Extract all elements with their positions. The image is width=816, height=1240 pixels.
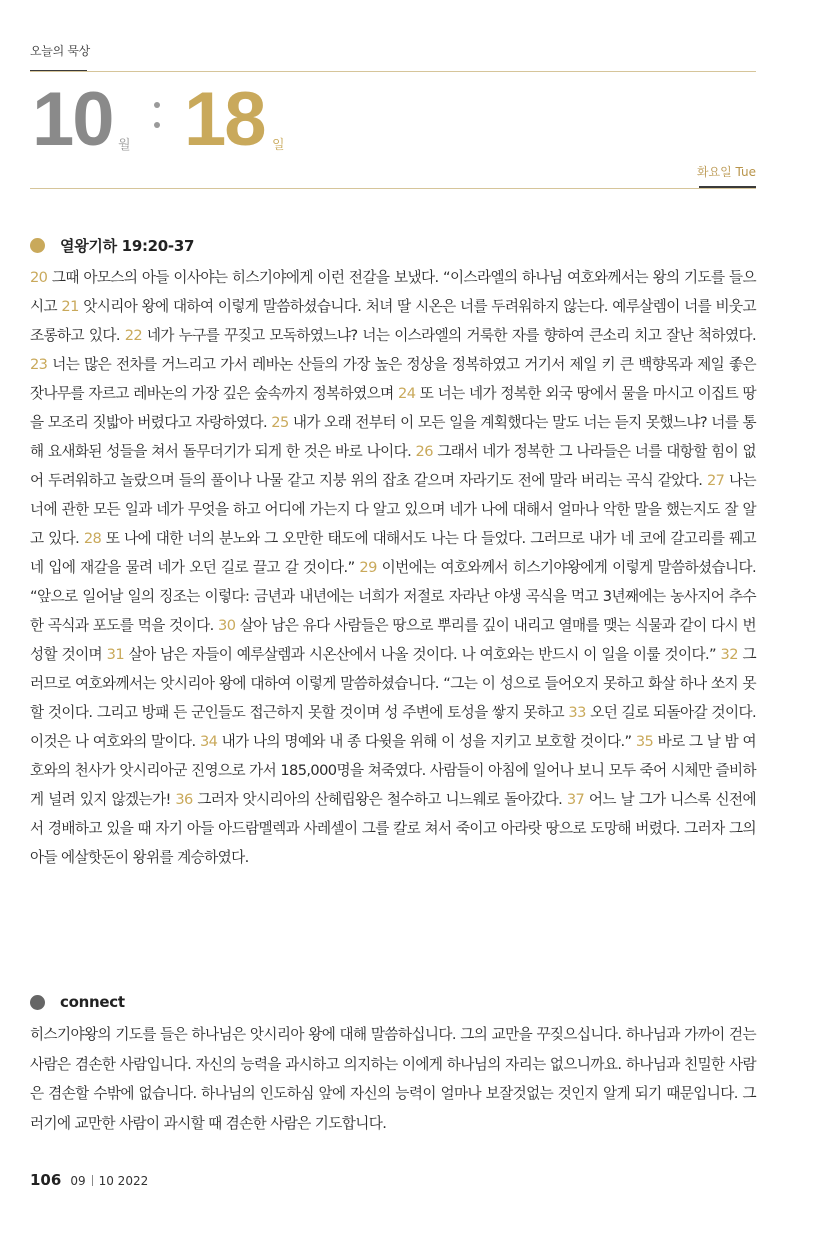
verse-text: 이번에는 여호와께서 히스기야왕에게 이렇게 말씀하셨습니다. “앞으로 일어날 일의 징조는 이렇다: 금년과 내년에는 너희가 저절로 자라난 야생 곡식을 먹고 3년째에는 농사지어 추수한 곡식과 포도를 먹을 것이다. (30, 559, 757, 634)
verse-number: 33 (568, 704, 586, 721)
weekday: 화요일 Tue (696, 165, 756, 179)
verse-number: 29 (359, 559, 377, 576)
verse-text: 바로 그 날 밤 여호와의 천사가 앗시리아군 진영으로 가서 185,000명을 쳐죽였다. 사람들이 아침에 일어나 보니 모두 죽어 시체만 즐비하게 널려 있지 않겠는가! (30, 733, 756, 808)
day-unit: 일 (272, 138, 285, 153)
bullet-dot-icon (30, 238, 45, 253)
day-number: 18 (184, 77, 265, 162)
verse-text: 또 너는 네가 정복한 외국 땅에서 물을 마시고 이집트 땅을 모조리 짓밟아 버렸다고 자랑하였다. (30, 385, 756, 431)
verse-number: 34 (199, 733, 218, 750)
connect-text: 히스기야왕의 기도를 들은 하나님은 앗시리아 왕에 대해 말씀하십니다. 그의 교만을 꾸짖으십니다. 하나님과 가까이 걷는 사람은 겸손한 사람입니다. 자신의 능력을 과시하고 의지하는 이에게 하나님의 자리는 없으니까요. 하나님과 친밀한 사람은 겸손할 수밖에 없습니다. 하나님의 인도하심 앞에 자신의 능력이 얼마나 보잘것없는 것인지 알게 되기 때문입니다. 그러기에 교만한 사람이 과시할 때 겸손한 사람은 기도합니다. (30, 1026, 756, 1132)
verse-number: 37 (566, 791, 585, 808)
verse-text: 그때 아모스의 아들 이사야는 히스기야에게 이런 전갈을 보냈다. “이스라엘의 하나님 여호와께서는 왕의 기도를 들으시고 (30, 269, 756, 315)
month-number: 10 (32, 77, 113, 162)
scripture-heading (30, 235, 194, 256)
section-label: 오늘의 묵상 (30, 44, 90, 58)
verse-text: 그래서 네가 정복한 그 나라들은 너를 대항할 힘이 없어 두려워하고 놀랐으며 들의 풀이나 나물 같고 지붕 위의 잡초 같으며 자라기도 전에 말라 버리는 곡식 같았다. (30, 443, 756, 489)
verse-number: 36 (175, 791, 193, 808)
page-number: 106 (30, 1171, 62, 1189)
verse-text: 살아 남은 자들이 예루살렘과 시온산에서 나올 것이다. 나 여호와는 반드시 이 일을 이룰 것이다.” (128, 646, 716, 663)
verse-number: 32 (720, 646, 738, 663)
verse-number: 26 (415, 443, 433, 460)
verse-number: 23 (30, 356, 48, 373)
verse-number: 20 (30, 269, 48, 286)
verse-number: 24 (398, 385, 416, 402)
scripture-reference: 열왕기하 19:20-37 (60, 237, 195, 255)
bullet-dot-icon (30, 995, 45, 1010)
verse-number: 27 (706, 472, 725, 489)
verse-number: 35 (635, 733, 654, 750)
verse-text: 그러자 앗시리아의 산헤립왕은 철수하고 니느웨로 돌아갔다. (197, 791, 563, 808)
issue-info (70, 1174, 148, 1188)
connect-title: connect (60, 993, 125, 1011)
verse-number: 28 (83, 530, 102, 547)
verse-text: 또 나에 대한 너의 분노와 그 오만한 태도에 대해서도 나는 다 들었다. 그러므로 내가 네 코에 갈고리를 꿰고 네 입에 재갈을 물려 네가 오던 길로 끌고 갈 것이다.” (30, 530, 756, 576)
connect-heading (30, 993, 125, 1011)
verse-text: 나는 너에 관한 모든 일과 네가 무엇을 하고 어디에 가는지 다 알고 있으며 네가 나에 대해서 얼마나 악한 말을 했는지도 잘 알고 있다. (30, 472, 756, 547)
verse-number: 25 (271, 414, 289, 431)
scripture-text (30, 263, 756, 872)
divider-top (30, 71, 756, 72)
verse-text: 네가 누구를 꾸짖고 모독하였느냐? 너는 이스라엘의 거룩한 자를 향하여 큰소리 치고 잘난 척하였다. (146, 327, 756, 344)
verse-text: 어느 날 그가 니스록 신전에서 경배하고 있을 때 자기 아들 아드람멜렉과 사레셀이 그를 칼로 쳐서 죽이고 아라랏 땅으로 도망해 버렸다. 그러자 그의 아들 에살핫돈이 왕위를 계승하였다. (30, 791, 756, 866)
verse-text: 너는 많은 전차를 거느리고 가서 레바논 산들의 가장 높은 정상을 정복하였고 거기서 제일 키 큰 백향목과 제일 좋은 잣나무를 자르고 레바논의 가장 깊은 숲속까지 정복하였으며 (30, 356, 756, 402)
issue-rest: 10 2022 (98, 1174, 149, 1188)
verse-number: 21 (61, 298, 79, 315)
verse-number: 30 (218, 617, 236, 634)
divider-mid (30, 188, 756, 189)
issue-month: 09 (70, 1174, 86, 1188)
verse-text: 앗시리아 왕에 대하여 이렇게 말씀하셨습니다. 처녀 딸 시온은 너를 두려워하지 않는다. 예루살렘이 너를 비웃고 조롱하고 있다. (30, 298, 757, 344)
verse-text: 살아 남은 유다 사람들은 땅으로 뿌리를 깊이 내리고 열매를 맺는 식물과 같이 다시 번성할 것이며 (30, 617, 756, 663)
issue-separator (92, 1175, 93, 1186)
date-colon (154, 102, 160, 142)
month-unit: 월 (118, 138, 131, 153)
verse-number: 22 (124, 327, 143, 344)
verse-text: 오던 길로 되돌아갈 것이다. 이것은 나 여호와의 말이다. (30, 704, 757, 750)
verse-text: 그러므로 여호와께서는 앗시리아 왕에 대하여 이렇게 말씀하셨습니다. “그는 이 성으로 들어오지 못하고 화살 하나 쏘지 못할 것이다. 그리고 방패 든 군인들도 접근하지 못할 것이며 성 주변에 토성을 쌓지 못하고 (30, 646, 756, 721)
verse-text: 내가 나의 명예와 내 종 다윗을 위해 이 성을 지키고 보호할 것이다.” (221, 733, 632, 750)
verse-number: 31 (106, 646, 125, 663)
page-footer (30, 1171, 148, 1189)
verse-text: 내가 오래 전부터 이 모든 일을 계획했다는 말도 너는 듣지 못했느냐? 너를 통해 요새화된 성들을 쳐서 돌무더기가 되게 한 것은 바로 나이다. (30, 414, 757, 460)
